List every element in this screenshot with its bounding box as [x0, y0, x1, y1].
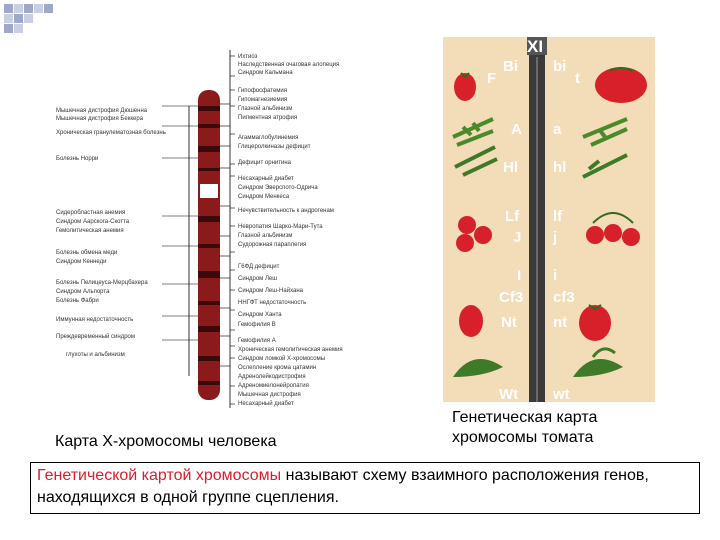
left-label: Синдром Аарскога-Скотта	[56, 219, 130, 225]
human-x-map	[42, 46, 410, 416]
right-label: Синдром Менкеса	[238, 194, 290, 200]
left-label: Синдром Альпорта	[56, 289, 110, 295]
gene-left: Wt	[499, 386, 519, 402]
right-label: Наследственная очаговая алопеция	[238, 62, 340, 68]
right-label: Глазной альбинизм	[238, 106, 293, 112]
gene-right: bi	[553, 58, 567, 75]
right-label: Гипофосфатемия	[238, 88, 288, 94]
right-label: Судорожная параплегия	[238, 242, 307, 248]
left-label: Сидеробластная анемия	[56, 210, 126, 216]
right-label: Глазной альбинизм	[238, 233, 293, 239]
right-label: Синдром Ханта	[238, 312, 282, 318]
left-label: Болезнь обмена меди	[56, 250, 118, 256]
tomato-map	[443, 37, 655, 402]
left-label: Мышечная дистрофия Дюшенна	[56, 108, 148, 114]
definition-box	[30, 462, 700, 514]
chromosome-number: XI	[527, 37, 544, 56]
gene-right: wt	[553, 386, 570, 402]
tomato-cluster-icon	[456, 213, 640, 252]
right-label: ННГФТ недостаточность	[238, 300, 307, 306]
tomato-fruit-icon	[595, 67, 647, 103]
right-label: Адреномиелонейропатия	[238, 383, 309, 389]
gene-left: A	[511, 121, 522, 138]
gene-left: I	[517, 267, 522, 284]
right-label: Адренолейкодистрофия	[238, 374, 306, 380]
right-label: Несахарный диабет	[238, 176, 294, 182]
left-label: Синдром Кеннеди	[56, 259, 107, 265]
right-label: Хроническая гемолитическая анемия	[238, 347, 343, 353]
tomato-map-caption-line1: Генетическая карта	[452, 409, 598, 426]
tomato-fruit-icon	[454, 73, 476, 101]
left-label: Преждевременный синдром	[56, 334, 136, 340]
right-label: Мышечная дистрофия	[238, 392, 301, 398]
left-label: Болезнь Пелицеуса-Мерцбахера	[56, 280, 148, 286]
definition-text: называют схему взаимного расположения генов, находящихся в одной группе сцепления.	[37, 467, 649, 506]
right-label: Г6ФД дефицит	[238, 264, 280, 270]
human-x-map-figure	[42, 46, 410, 416]
right-label: Ихтиоз	[238, 54, 258, 60]
gene-left: Bi	[503, 58, 518, 75]
right-label: Гемофилия А	[238, 338, 276, 344]
gene-right: hl	[553, 159, 567, 176]
gene-left: F	[487, 70, 497, 87]
left-label: глухоты и альбинизм	[66, 352, 125, 358]
right-label: Гипомагнезиемия	[238, 97, 288, 103]
right-label: Пигментная атрофия	[238, 115, 298, 121]
tomato-map-figure	[443, 37, 655, 402]
gene-right: j	[553, 229, 558, 246]
gene-right: cf3	[553, 289, 575, 306]
definition-term: Генетической картой хромосомы	[37, 467, 282, 484]
right-label: Ослепление крома цатамин	[238, 365, 317, 371]
gene-left: Hl	[503, 159, 518, 176]
right-label: Невропатия Шарко-Мари-Тута	[238, 224, 323, 230]
gene-left: J	[513, 229, 522, 246]
left-label: Болезнь Норри	[56, 156, 99, 162]
left-label: Гемолитическая анемия	[56, 228, 124, 234]
right-label: Агаммаглобулинемия	[238, 135, 299, 141]
gene-right: i	[553, 267, 558, 284]
left-label: Хроническая гранулематозная болезнь	[56, 130, 166, 136]
right-label: Нечувствительность к андрогенам	[238, 208, 334, 214]
gene-left: Lf	[505, 208, 520, 225]
gene-left: Nt	[501, 314, 517, 331]
corner-decoration	[0, 0, 60, 40]
gene-right: a	[553, 121, 562, 138]
left-label: Иммунная недостаточность	[56, 317, 134, 323]
right-label: Несахарный диабет	[238, 401, 294, 407]
right-label: Синдром Леш	[238, 276, 278, 282]
tomato-map-caption-line2: хромосомы томата	[452, 429, 594, 446]
gene-left: Cf3	[499, 289, 524, 306]
left-label: Болезнь Фабри	[56, 298, 99, 304]
right-label: Синдром ломкой Х-хромосомы	[238, 356, 326, 362]
gene-right: t	[575, 70, 580, 87]
right-label: Синдром Кальмана	[238, 70, 293, 76]
right-label: Дефицит орнитина	[238, 160, 291, 166]
right-label: Синдром Эверспото-Одрича	[238, 185, 318, 191]
human-map-caption: Карта Х-хромосомы человека	[55, 433, 277, 450]
gene-right: nt	[553, 314, 568, 331]
right-label: Синдром Леш-Найхана	[238, 288, 303, 294]
right-label: Глицеролкиназы дефицит	[238, 144, 311, 150]
left-label: Мышечная дистрофия Беккера	[56, 116, 144, 122]
gene-right: lf	[553, 208, 563, 225]
right-label: Гемофилия В	[238, 322, 276, 328]
